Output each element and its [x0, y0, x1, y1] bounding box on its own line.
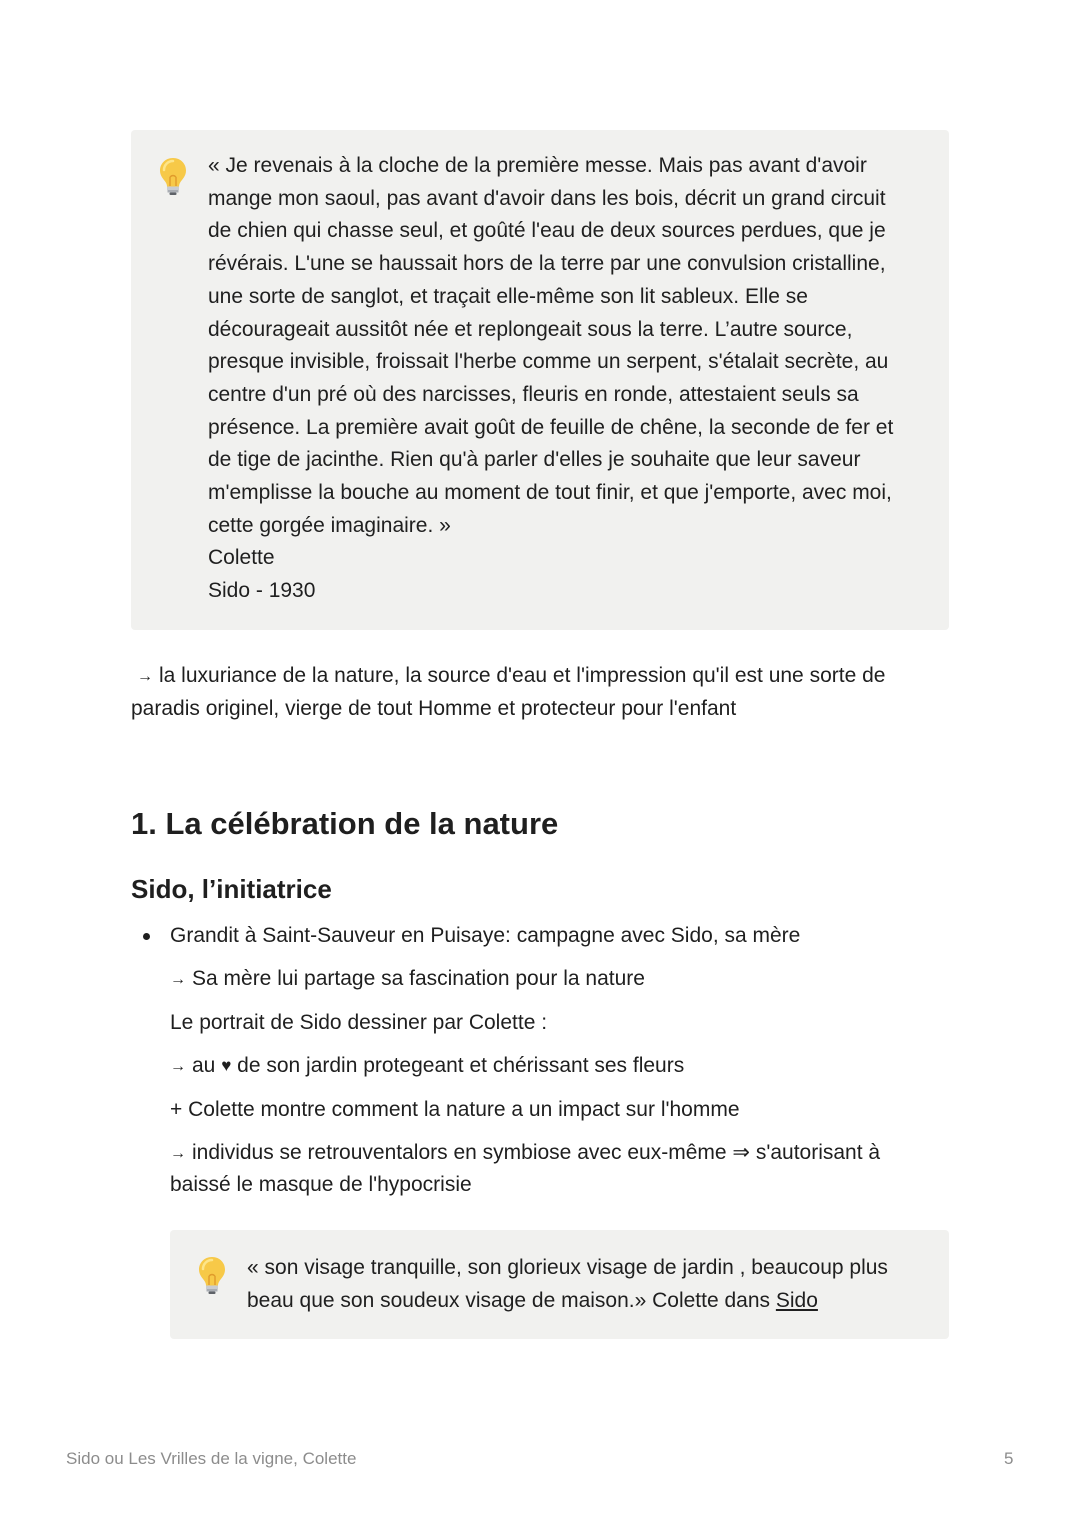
- sub-line-text: Sa mère lui partage sa fascination pour la nature: [192, 966, 645, 990]
- quote-line: « son visage tranquille, son glorieux visage de jardin , beaucoup plus: [247, 1255, 888, 1279]
- quote-line: presque invisible, froissait l'herbe comme un serpent, s'étalait secrète, au: [208, 350, 889, 374]
- section-subheading: Sido, l’initiatrice: [131, 873, 332, 904]
- lightbulb-icon: [196, 1255, 228, 1295]
- quote-line: révérais. L'une se haussait hors de la terre par une convulsion cristalline,: [208, 252, 886, 276]
- footer-title: Sido ou Les Vrilles de la vigne, Colette: [66, 1449, 357, 1468]
- sub-line-text: au: [192, 1053, 216, 1077]
- quote-line: de tige de jacinthe. Rien qu'à parler d'elles je souhaite que leur saveur: [208, 448, 861, 472]
- quote-callout: [131, 130, 949, 630]
- quote-line: de chien qui chasse seul, et goûté l'eau de deux sources perdues, que je: [208, 219, 886, 243]
- quote-line: décourageait aussitôt née et replongeait sous la terre. L’autre source,: [208, 317, 853, 341]
- heart-icon: ♥: [221, 1055, 232, 1075]
- quote-line: centre d'un pré où des narcisses, fleuris en ronde, attestaient seuls sa: [208, 382, 859, 406]
- lightbulb-icon: [157, 156, 189, 196]
- quote-line: une sorte de sanglot, et traçait elle-même son lit sableux. Elle se: [208, 284, 808, 308]
- arrow-note-line1: la luxuriance de la nature, la source d'eau et l'impression qu'il est une sorte de: [159, 663, 886, 687]
- section-heading: 1. La célébration de la nature: [131, 805, 559, 841]
- sub-line-text: de son jardin protegeant et chérissant ses fleurs: [237, 1053, 685, 1077]
- quote-author: Colette: [208, 546, 275, 570]
- quote-line: présence. La première avait goût de feuille de chêne, la seconde de fer et: [208, 415, 894, 439]
- quote-line: beau que son soudeux visage de maison.» Colette dans: [247, 1288, 771, 1312]
- sido-link[interactable]: Sido: [775, 1288, 818, 1312]
- sub-line-arrow: [131, 1050, 949, 1083]
- page-number: 5: [1004, 1449, 1014, 1468]
- document-page: [131, 130, 949, 1339]
- sub-line-text: individus se retrouventalors en symbiose avec eux-même ⇒ s'autorisant à: [192, 1140, 881, 1164]
- arrow-icon: →: [170, 1144, 186, 1162]
- list-item: [131, 920, 949, 952]
- arrow-icon: →: [170, 1057, 186, 1075]
- quote-line: cette gorgée imaginaire. »: [208, 513, 451, 537]
- sub-line: + Colette montre comment la nature a un impact sur l'homme: [170, 1097, 740, 1121]
- arrow-icon: →: [137, 667, 153, 685]
- quote-text: [247, 1252, 921, 1317]
- quote-callout: [170, 1230, 949, 1339]
- arrow-note-line2: paradis originel, vierge de tout Homme et protecteur pour l'enfant: [131, 697, 737, 721]
- arrow-note: [131, 660, 931, 726]
- quote-line: m'emplisse la bouche au moment de tout finir, et que j'emporte, avec moi,: [208, 481, 892, 505]
- quote-line: « Je revenais à la cloche de la première messe. Mais pas avant d'avoir: [208, 154, 867, 177]
- sub-line-arrow: [131, 1137, 949, 1200]
- sub-line-arrow: [131, 963, 949, 996]
- bullet-text: Grandit à Saint-Sauveur en Puisaye: campagne avec Sido, sa mère: [170, 923, 801, 947]
- quote-line: mange mon saoul, pas avant d'avoir dans les bois, décrit un grand circuit: [208, 186, 886, 210]
- bullet-dot-icon: [143, 933, 150, 940]
- sub-line: Le portrait de Sido dessiner par Colette :: [170, 1010, 548, 1034]
- quote-source: Sido - 1930: [208, 579, 316, 603]
- quote-text: [208, 150, 921, 608]
- arrow-icon: →: [170, 970, 186, 988]
- sub-line-text: baissé le masque de l'hypocrisie: [170, 1172, 472, 1196]
